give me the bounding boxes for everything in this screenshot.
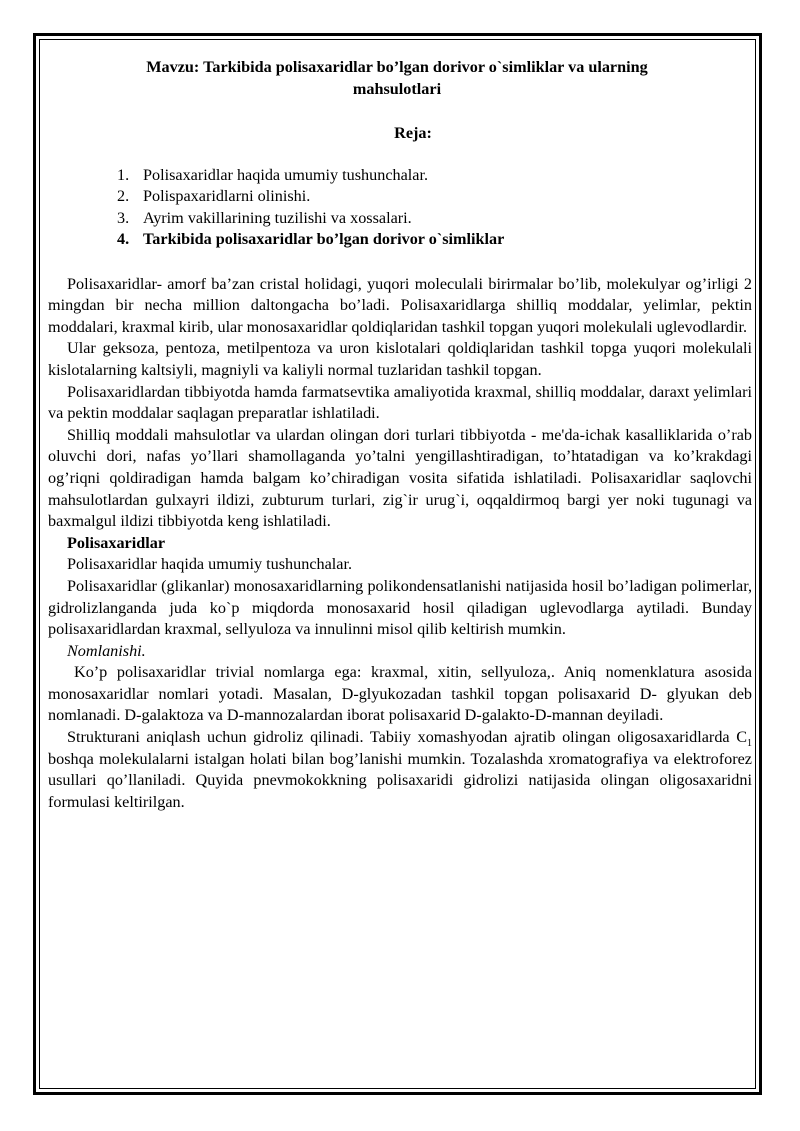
plan-item — [117, 165, 752, 187]
section-heading: Polisaxaridlar — [67, 533, 166, 552]
plan-item-number: 2. — [117, 187, 130, 206]
paragraph-glycans: Polisaxaridlar (glikanlar) monosaxaridlarning polikondensatlanishi natijasida hosil bo’ladigan polimerlar, gidrolizlanganda juda ko`p miqdorda monosaxarid hosil qiladigan uglevodlarga aytiladi. Bunday polisaxaridlardan kraxmal, sellyuloza va innulinni misol qilib keltirish mumkin. — [48, 576, 752, 639]
plan-item-number: 4. — [117, 230, 130, 249]
paragraph-composition: Ular geksoza, pentoza, metilpentoza va uron kislotalari qoldiqlaridan tashkil topga yuqori molekulali kislotalarning kaltsiyli, magniyli va kaliyli normal tuzlaridan tashkil topgan. — [48, 339, 752, 379]
document-body — [48, 56, 752, 813]
plan-item-text: Polisaxaridlar haqida umumiy tushunchalar. — [143, 165, 429, 184]
plan-item — [117, 208, 752, 230]
subheading-naming: Nomlanishi. — [67, 641, 146, 660]
plan-item-number: 1. — [117, 165, 130, 184]
paragraph-general-concepts: Polisaxaridlar haqida umumiy tushunchalar. — [67, 555, 353, 574]
paragraph-nomenclature: Ko’p polisaxaridlar trivial nomlarga ega: kraxmal, xitin, sellyuloza,. Aniq nomenklatura asosida monosaxaridlar nomlari yotadi. Masalan, D-glyukozadan tashkil topgan polisaxarid D- glyukan deb nomlanadi. D-galaktoza va D-mannozalardan iborat polisaxarid D-galakto-D-mannan deyiladi. — [48, 663, 752, 725]
title-line-1: Mavzu: Tarkibida polisaxaridlar bo’lgan dorivor o`simliklar va ularning — [146, 58, 648, 76]
plan-list — [48, 165, 752, 251]
plan-item — [117, 186, 752, 208]
structure-text-start: Strukturani aniqlash uchun gidroliz qilinadi. Tabiiy xomashyodan ajratib olingan oligosaxaridlarda C — [67, 728, 747, 747]
paragraph-definition: Polisaxaridlar- amorf ba’zan cristal holidagi, yuqori moleculali birirmalar bo’lib, molekulyar og’irligi 2 mingdan bir necha million daltongacha bo’ladi. Polisaxaridlarga shilliq moddalar, yelimlar, pektin moddalari, kraxmal kirib, ular monosaxaridlar qoldiqlaridan tashkil topgan yuqori molekulali uglevodlardir. — [48, 274, 752, 336]
structure-text-end: boshqa molekulalarni istalgan holati bilan bog’lanishi mumkin. Tozalashda xromatografiya va elektroforez usullari qo’llaniladi. Quyida pnevmokokkning polisaxaridi gidrolizi natijasida olingan oligosaxaridni formulasi keltirilgan. — [48, 749, 752, 811]
carbon-subscript: 1 — [747, 738, 752, 750]
paragraph-usage: Polisaxaridlardan tibbiyotda hamda farmatsevtika amaliyotida kraxmal, shilliq moddalar, daraxt yelimlari va pektin moddalar saqlagan preparatlar ishlatiladi. — [48, 382, 752, 423]
paragraph-structure — [48, 727, 752, 813]
plan-item-text: Polispaxaridlarni olinishi. — [143, 187, 311, 206]
plan-item-number: 3. — [117, 208, 130, 227]
document-title — [48, 56, 752, 100]
plan-item-text: Tarkibida polisaxaridlar bo’lgan dorivor o`simliklar — [143, 230, 505, 249]
title-line-2: mahsulotlari — [352, 80, 442, 98]
plan-item-text: Ayrim vakillarining tuzilishi va xossalari. — [143, 208, 412, 227]
plan-heading: Reja: — [394, 124, 432, 142]
paragraph-mucilage: Shilliq moddali mahsulotlar va ulardan olingan dori turlari tibbiyotda - me'da-ichak kasalliklarida o’rab oluvchi dori, nafas yo’llari shamollaganda yo’talni yengillashtiradigan, to’htatadigan va ko’krakdagi og’riqni qoldiradigan hamda balgam ko’chiradigan vosita sifatida ishlatiladi. Polisaxaridlar saqlovchi mahsulotlardan gulxayri ildizi, zubturum turlari, zig`ir urug`i, oqqaldirmoq bargi yer noki tugunagi va baxmalgul ildizi tibbiyotda keng ishlatiladi. — [48, 425, 752, 531]
plan-item — [117, 229, 752, 251]
